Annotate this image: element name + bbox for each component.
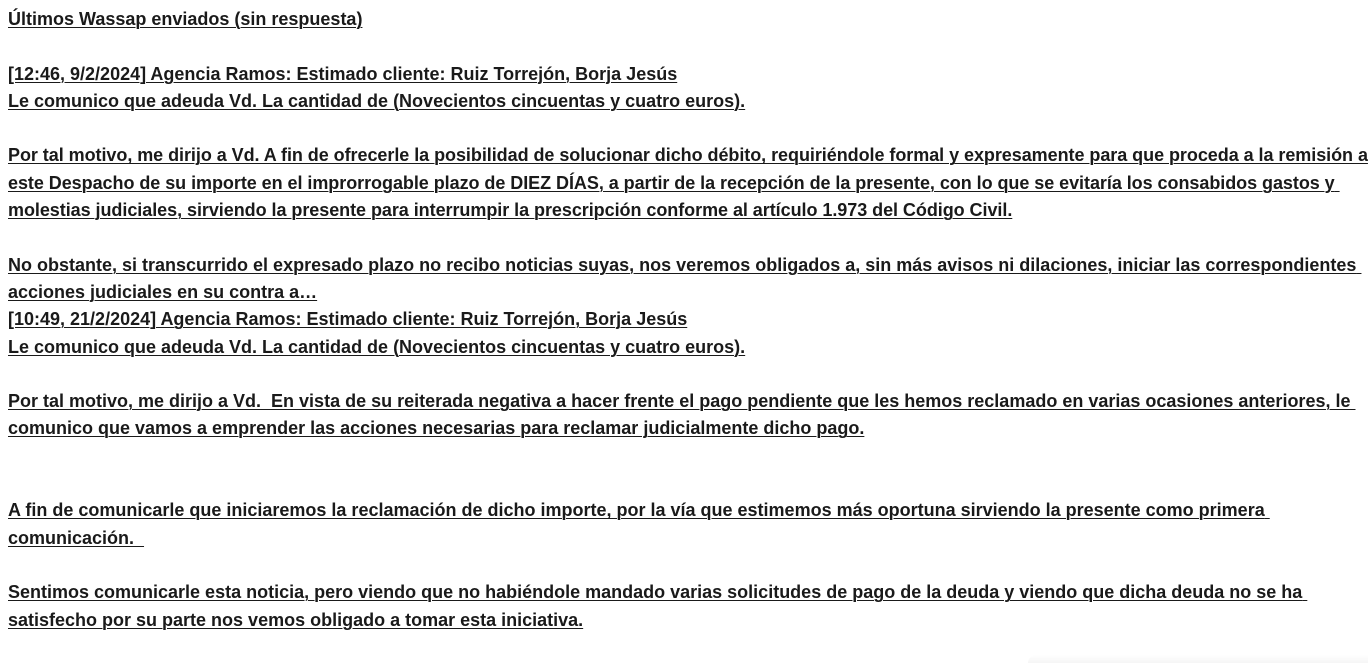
message-1-paragraph-warning: No obstante, si transcurrido el expresado plazo no recibo noticias suyas, nos veremos obligados a, sin más avisos ni dilaciones, iniciar las correspondientes acciones judiciales en su contra a…: [8, 254, 1362, 302]
message-2-paragraph-regret: Sentimos comunicarle esta noticia, pero viendo que no habiéndole mandado varias solicitudes de pago de la deuda y viendo que dicha deuda no se ha satisfecho por su parte nos vemos obligado a tomar esta iniciativa.: [8, 582, 1308, 630]
message-1-paragraph-request: Por tal motivo, me dirijo a Vd. A fin de ofrecerle la posibilidad de solucionar dicho débito, requiriéndole formal y expresamente para que proceda a la remisión a este Despacho de su importe en el improrrogable plazo de DIEZ DÍAS, a partir de la recepción de la presente, con lo que se evitaría los consabidos gastos y molestias judiciales, sirviendo la presente para interrumpir la prescripción conforme al artículo 1.973 del Código Civil.: [8, 145, 1368, 221]
message-1-line-debt: Le comunico que adeuda Vd. La cantidad de (Novecientos cincuentas y cuatro euros).: [8, 90, 746, 111]
spacer: [8, 33, 1368, 60]
message-2-line-debt: Le comunico que adeuda Vd. La cantidad de (Novecientos cincuentas y cuatro euros).: [8, 336, 746, 357]
window-corner-shadow: [1028, 655, 1368, 663]
spacer: [8, 443, 1368, 498]
page-title: Últimos Wassap enviados (sin respuesta): [8, 9, 363, 29]
spacer: [8, 552, 1368, 579]
message-2-header: [10:49, 21/2/2024] Agencia Ramos: Estimado cliente: Ruiz Torrejón, Borja Jesús: [8, 309, 688, 330]
message-2-paragraph-notice: Por tal motivo, me dirijo a Vd. En vista de su reiterada negativa a hacer frente el pago pendiente que les hemos reclamado en varias ocasiones anteriores, le comunico que vamos a emprender las acciones necesarias para reclamar judicialmente dicho pago.: [8, 391, 1356, 439]
message-1-header: [12:46, 9/2/2024] Agencia Ramos: Estimado cliente: Ruiz Torrejón, Borja Jesús: [8, 63, 678, 84]
spacer: [8, 224, 1368, 251]
message-2-paragraph-claim: A fin de comunicarle que iniciaremos la reclamación de dicho importe, por la vía que estimemos más oportuna sirviendo la presente como primera comunicación.: [8, 500, 1270, 548]
spacer: [8, 361, 1368, 388]
spacer: [8, 115, 1368, 142]
